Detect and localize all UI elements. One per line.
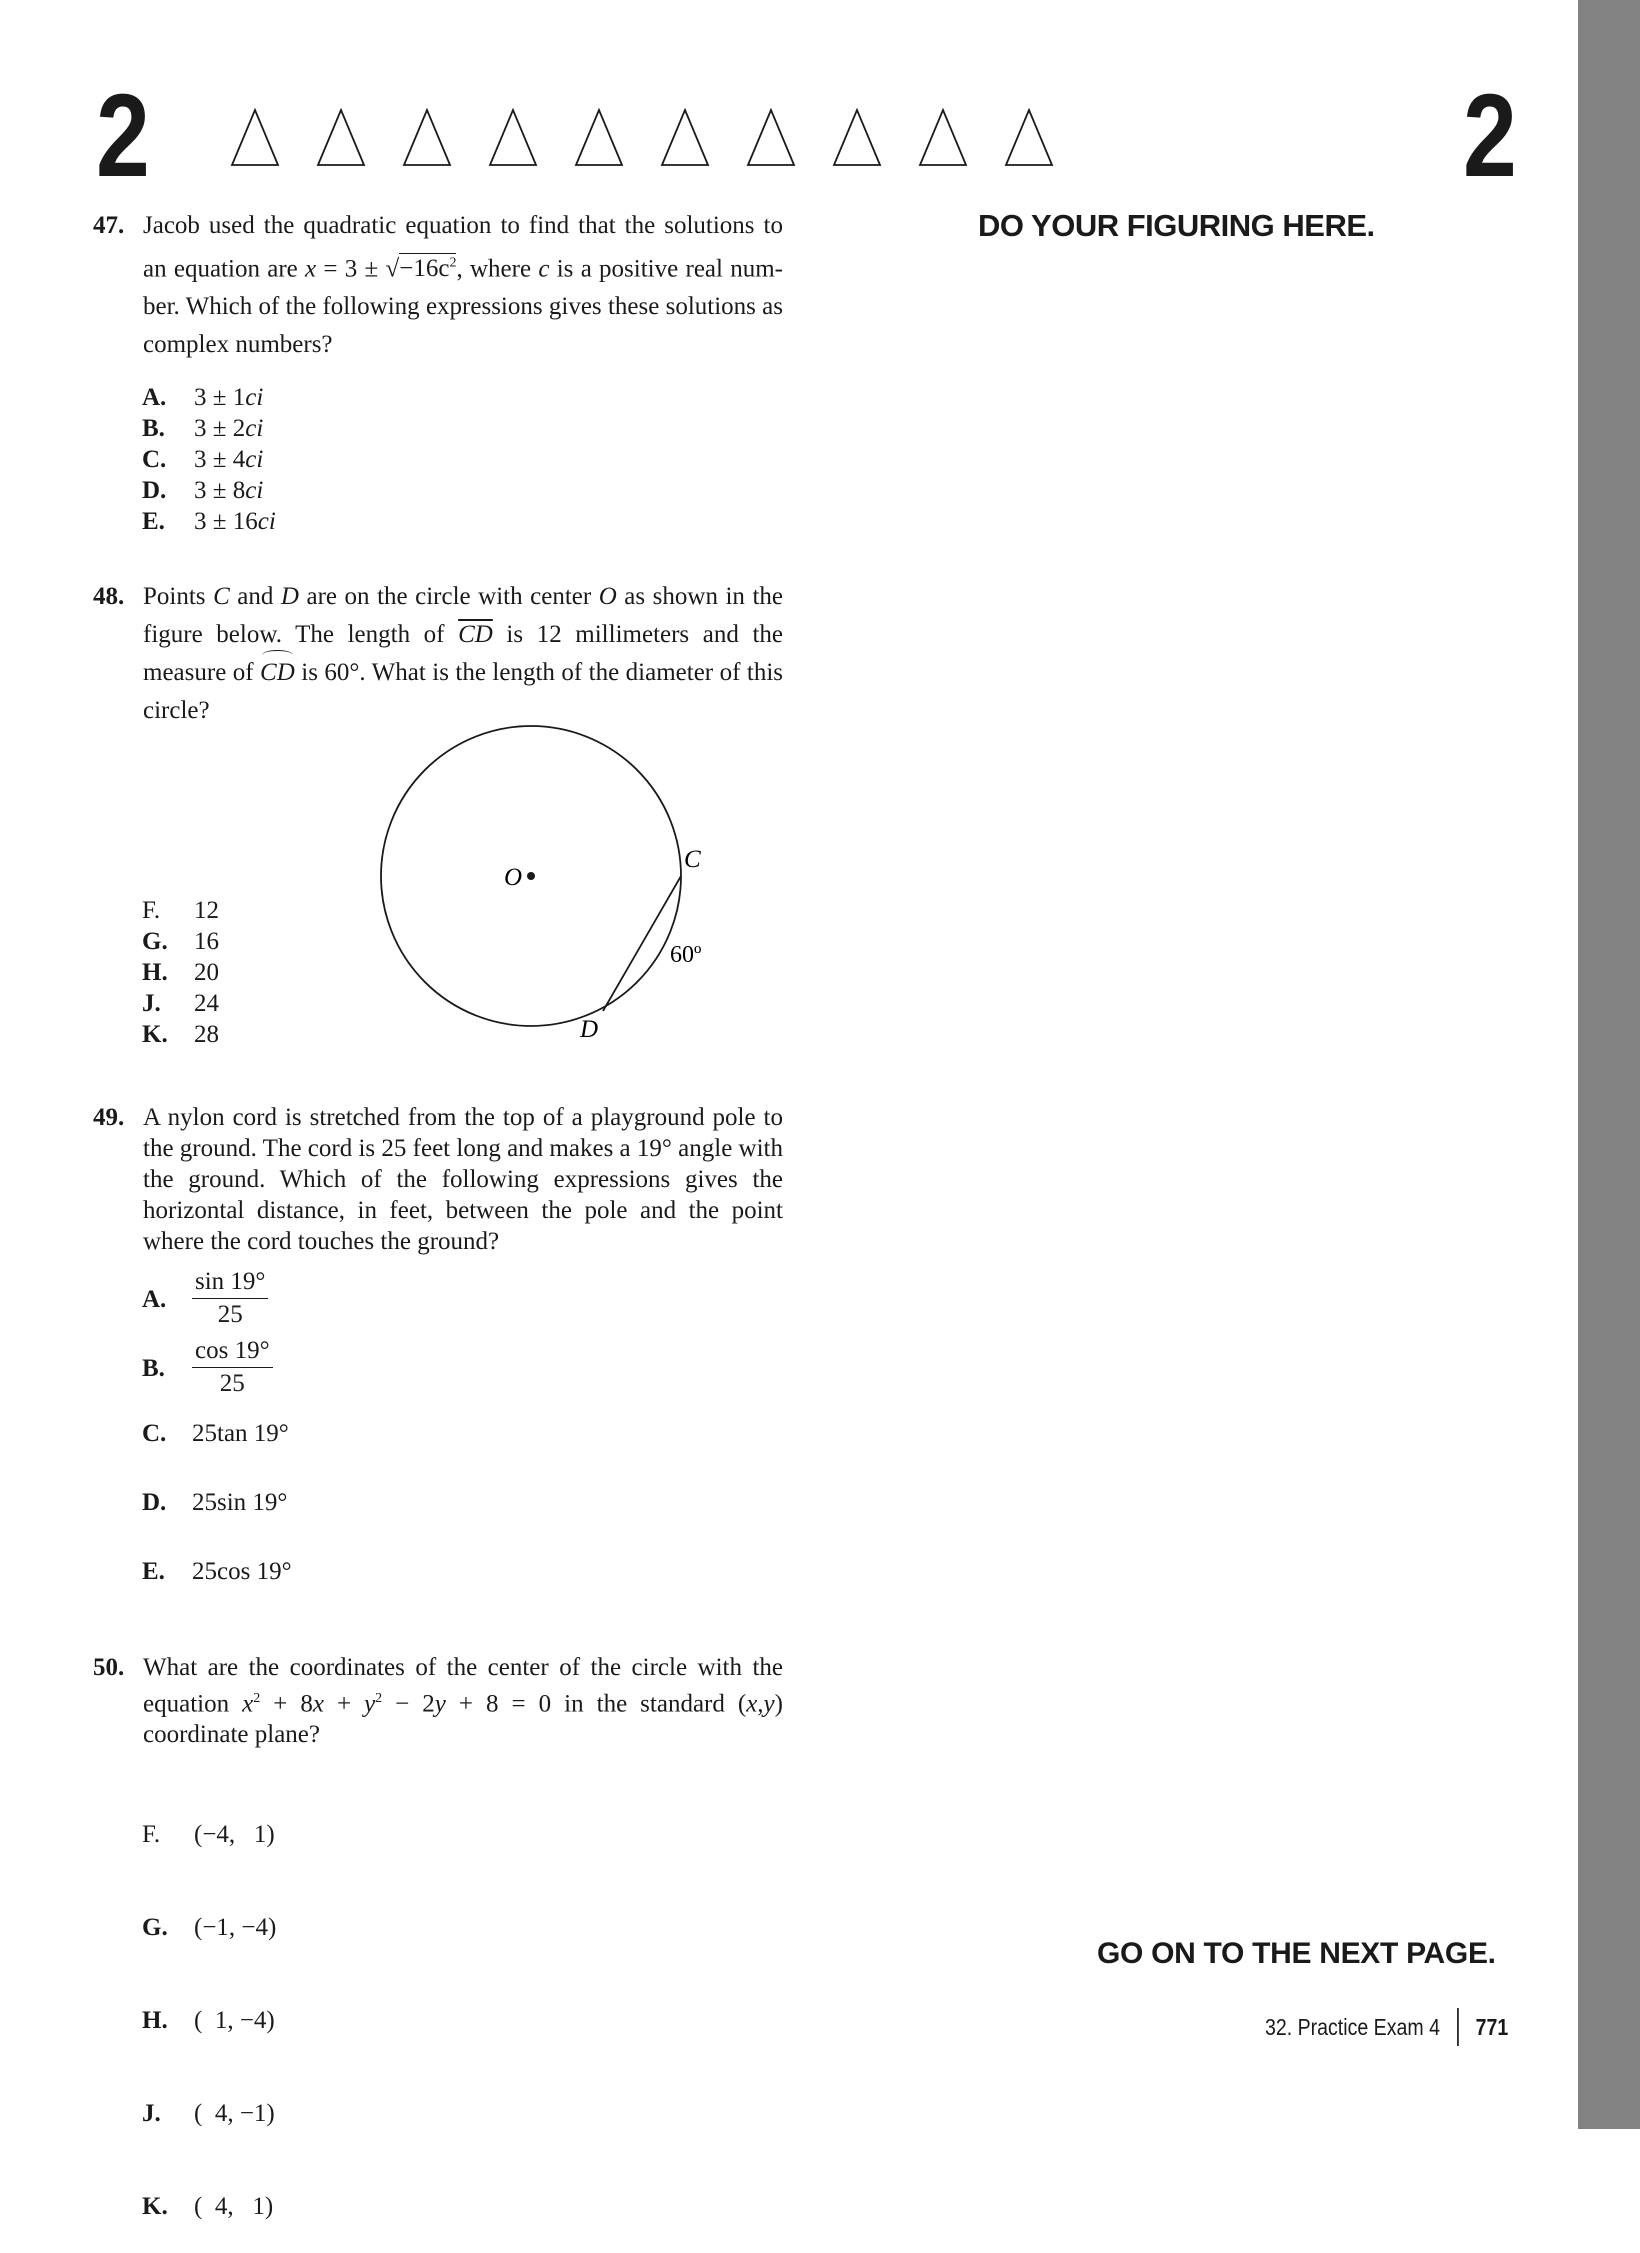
option-label: A. — [142, 1285, 167, 1313]
option-label: F. — [142, 897, 161, 924]
option-label: H. — [142, 959, 168, 986]
answer-option[interactable] — [142, 895, 219, 926]
numerator: sin 19° — [192, 1268, 268, 1299]
answer-option[interactable] — [142, 1268, 268, 1331]
question-text: are on the circle with center — [298, 583, 599, 610]
option-label: E. — [142, 1558, 165, 1585]
question-text: A nylon cord is stretched from the top of a playground pole to the ground. The cord is 25 feet long and makes a 19° angle with the ground. Which of the following expressions gives the horizontal distance, in feet, between the pole and the point where the cord touches the ground? — [143, 1104, 783, 1255]
answer-option[interactable] — [142, 1558, 292, 1586]
option-label: C. — [142, 446, 167, 473]
math-expr: − 2 — [382, 1690, 435, 1718]
option-var: ci — [245, 415, 264, 442]
question-text: , where — [456, 255, 539, 283]
question-text: as shown in the figure below. The length of — [143, 583, 783, 648]
answer-option[interactable] — [142, 1912, 276, 1943]
option-label: K. — [142, 2193, 168, 2220]
triangle-icon — [574, 108, 624, 168]
option-label: G. — [142, 1914, 168, 1941]
answer-option[interactable] — [142, 2191, 276, 2222]
option-var: ci — [245, 477, 264, 504]
answer-option[interactable] — [142, 957, 219, 988]
arc-notation: CD — [260, 654, 295, 692]
question-text: ) coordinate plane? — [143, 1690, 783, 1749]
option-value: ( 4, −1) — [194, 2100, 275, 2127]
answer-options-48 — [142, 895, 219, 1050]
option-label: E. — [142, 508, 165, 535]
answer-options-47 — [142, 382, 276, 537]
option-label: A. — [142, 384, 167, 411]
fraction — [192, 1268, 268, 1331]
math-var: x — [305, 255, 317, 283]
option-value: 25cos 19° — [192, 1558, 292, 1585]
math-expr: + — [323, 1690, 365, 1718]
triangle-icon — [1004, 108, 1054, 168]
label-arc-measure: 60º — [670, 942, 702, 968]
math-var: D — [280, 583, 299, 610]
question-48 — [93, 578, 783, 730]
triangle-icon — [316, 108, 366, 168]
option-value: 3 ± 16 — [194, 508, 258, 535]
question-47 — [93, 207, 783, 364]
question-text: is a positive real num- — [549, 255, 783, 283]
answer-option[interactable] — [142, 1819, 276, 1850]
triangle-icon — [488, 108, 538, 168]
figuring-note: DO YOUR FIGURING HERE. — [978, 208, 1375, 243]
question-number: 50. — [93, 1654, 125, 1681]
chapter-title: 32. Practice Exam 4 — [1265, 2013, 1440, 2040]
triangle-icon — [402, 108, 452, 168]
page-footer — [1265, 2008, 1508, 2046]
answer-option[interactable] — [142, 506, 276, 537]
option-label: J. — [142, 990, 161, 1017]
question-number: 48. — [93, 583, 125, 610]
question-text: is 12 millimeters and the measure of — [143, 621, 783, 686]
answer-option[interactable] — [142, 413, 276, 444]
question-text: and — [229, 583, 281, 610]
math-var: O — [598, 583, 617, 610]
triangle-icon — [918, 108, 968, 168]
question-text: Points — [143, 583, 214, 610]
option-label: B. — [142, 415, 165, 442]
option-label: C. — [142, 1420, 167, 1447]
question-text: is 60°. What is the length of the diameter of this circle? — [143, 659, 783, 724]
triangle-icon — [832, 108, 882, 168]
option-value: 25tan 19° — [192, 1420, 289, 1447]
question-text: What are the coordinates of the center of the circle with the equation — [143, 1654, 783, 1718]
section-number-right: 2 — [1463, 70, 1517, 202]
option-var: ci — [245, 384, 264, 411]
option-var: ci — [245, 446, 264, 473]
page-number: 771 — [1475, 2013, 1509, 2040]
answer-option[interactable] — [142, 444, 276, 475]
math-var: x — [242, 1690, 254, 1718]
math-var: y — [364, 1690, 376, 1718]
option-value: 3 ± 8 — [194, 477, 246, 504]
question-text: an equation are — [143, 255, 306, 283]
answer-option[interactable] — [142, 1420, 289, 1448]
denominator: 25 — [217, 1301, 243, 1328]
answer-option[interactable] — [142, 475, 276, 506]
option-label: D. — [142, 477, 167, 504]
exponent: 2 — [375, 1691, 383, 1706]
option-value: ( 4, 1) — [194, 2193, 274, 2220]
circle-figure — [370, 715, 730, 1055]
option-var: ci — [257, 508, 276, 535]
option-value: 24 — [194, 990, 219, 1017]
answer-option[interactable] — [142, 988, 219, 1019]
option-value: (−4, 1) — [194, 1821, 275, 1848]
math-var: y — [434, 1690, 446, 1718]
label-o: O — [504, 864, 523, 891]
answer-option[interactable] — [142, 1489, 287, 1517]
answer-option[interactable] — [142, 1337, 273, 1400]
option-label: J. — [142, 2100, 161, 2127]
option-value: 3 ± 1 — [194, 384, 246, 411]
triangle-icon — [230, 108, 280, 168]
option-value: 25sin 19° — [192, 1489, 288, 1516]
question-text: ber. Which of the following expressions gives these solutions as complex numbers? — [143, 293, 783, 359]
math-expr: + 8 = 0 — [445, 1690, 552, 1718]
segment-notation: $\overline{CD}$ — [458, 621, 493, 648]
answer-option[interactable] — [142, 1019, 219, 1050]
math-var: c — [538, 255, 550, 283]
label-c: C — [684, 846, 701, 873]
option-label: F. — [142, 1821, 161, 1848]
fraction — [192, 1337, 273, 1400]
option-value: 16 — [194, 928, 219, 955]
option-value: 12 — [194, 897, 219, 924]
question-text: Jacob used the quadratic equation to find that the solutions to — [143, 212, 783, 239]
option-label: G. — [142, 928, 168, 955]
option-label: B. — [142, 1354, 165, 1382]
denominator: 25 — [219, 1370, 245, 1397]
radicand: −16c — [399, 255, 450, 283]
question-number: 47. — [93, 212, 125, 239]
question-text: in the standard ( — [551, 1690, 747, 1718]
option-value: (−1, −4) — [194, 1914, 277, 1941]
sqrt-icon: √ — [385, 255, 400, 283]
sqrt-radicand — [399, 253, 456, 282]
question-number: 49. — [93, 1104, 125, 1131]
answer-option[interactable] — [142, 926, 219, 957]
triangle-icon — [660, 108, 710, 168]
center-point — [527, 872, 535, 880]
option-value: ( 1, −4) — [194, 2007, 275, 2034]
label-d: D — [580, 1016, 599, 1043]
math-var: C — [213, 583, 230, 610]
next-page-note: GO ON TO THE NEXT PAGE. — [1097, 1937, 1496, 1970]
math-var: x — [312, 1690, 324, 1718]
answer-options-50 — [142, 1757, 276, 2253]
page-edge-tab — [1578, 0, 1640, 2129]
option-label: D. — [142, 1489, 167, 1516]
exponent: 2 — [449, 256, 457, 271]
option-value: 20 — [194, 959, 219, 986]
numerator: cos 19° — [192, 1337, 273, 1368]
option-value: 3 ± 2 — [194, 415, 246, 442]
footer-divider — [1457, 2008, 1459, 2046]
exponent: 2 — [253, 1691, 261, 1706]
answer-option[interactable] — [142, 2005, 276, 2036]
question-50 — [93, 1652, 783, 1750]
option-value: 3 ± 4 — [194, 446, 246, 473]
answer-option[interactable] — [142, 2098, 276, 2129]
answer-option[interactable] — [142, 382, 276, 413]
math-expr: = 3 ± — [316, 255, 386, 283]
math-var: x,y — [746, 1690, 775, 1718]
option-label: K. — [142, 1021, 168, 1048]
section-number-left: 2 — [96, 70, 150, 202]
option-value: 28 — [194, 1021, 219, 1048]
triangle-icon — [746, 108, 796, 168]
math-expr: + 8 — [260, 1690, 313, 1718]
option-label: H. — [142, 2007, 168, 2034]
question-49 — [93, 1102, 783, 1257]
